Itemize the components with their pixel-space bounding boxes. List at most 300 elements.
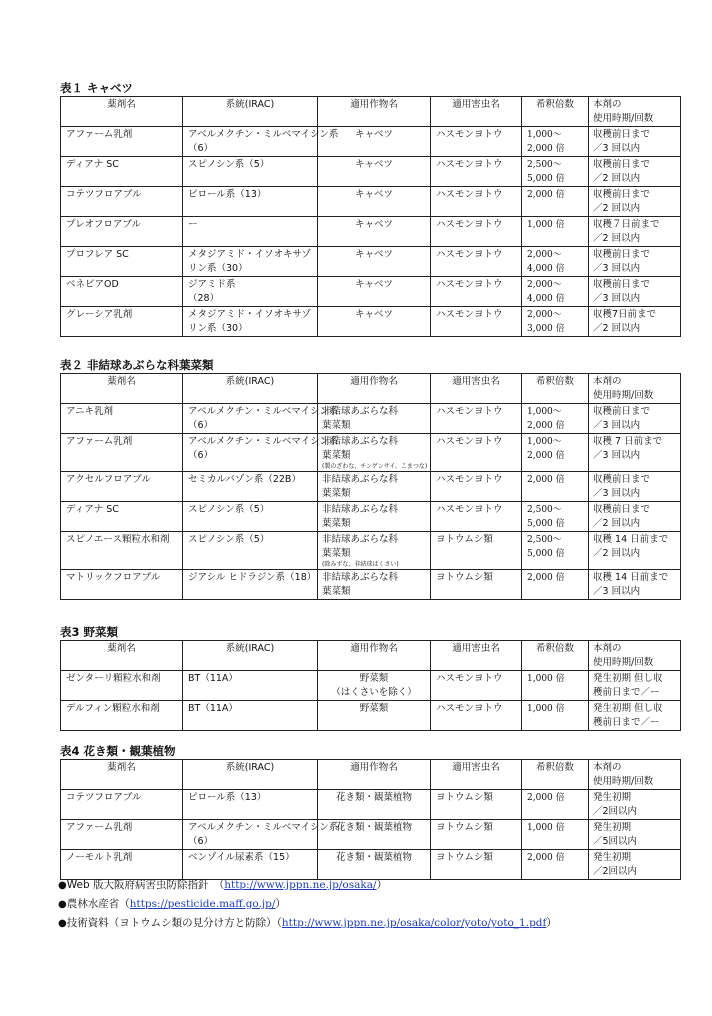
header-pest: 適用害虫名 [431,374,522,404]
irac-system-line: セミカルバゾン系（22B） [188,474,301,485]
irac-system-line: スピノシン系（5） [188,504,270,515]
table-row [61,472,681,502]
pesticide-name: プレオフロアブル [61,217,183,247]
header-dilution: 希釈倍数 [522,760,589,790]
dilution-line: 5,000 倍 [527,174,565,184]
target-crop-line: 花き類・観葉植物 [335,822,412,833]
footer-label: Web 版大阪府病害虫防除指針 （ [66,879,225,891]
target-crop [318,157,431,187]
table-row [61,820,681,850]
usage-timing-line: 収穫前日まで [593,504,651,515]
target-crop [318,850,431,880]
dilution-ratio [522,671,589,701]
dilution-ratio [522,502,589,532]
header-system: 系統(IRAC) [183,97,318,127]
table-section-vegetables [60,624,680,731]
header-system: 系統(IRAC) [183,641,318,671]
usage-timing-line: 収穫７日前まで [593,219,660,230]
usage-timing-line: ／2 回以内 [593,203,641,214]
usage-timing [589,404,681,434]
usage-timing-line: ／3 回以内 [593,143,641,154]
bullet: ● [58,880,67,891]
target-pest: ハスモンヨトウ [431,127,522,157]
irac-system-line: ジアシル ヒドラジン系（18） [188,572,317,583]
target-crop-line: キャベツ [354,309,393,320]
pesticide-table [60,96,681,337]
usage-timing-line: ／3 回以内 [593,293,641,304]
irac-system-line: メタジアミド・イソオキサゾ [188,249,311,260]
target-crop-line: キャベツ [354,159,393,170]
target-crop-line: 葉菜類 [322,518,351,529]
usage-timing-line: ／2 回以内 [593,233,641,244]
pesticide-name: アファーム乳剤 [61,434,183,472]
usage-timing-line: ／3 回以内 [593,450,641,461]
irac-system-line: リン系（30） [188,263,248,274]
usage-timing-line: 発生初期 但し収 [593,703,663,714]
usage-timing-line: 収穫 14 日前まで [593,534,669,545]
header-usage [589,97,681,127]
irac-system-line: メタジアミド・イソオキサゾ [188,309,311,320]
footer-item-tech-doc [58,914,557,933]
dilution-line: 2,000 倍 [527,573,565,583]
table-section-flowers [60,743,680,880]
irac-system [183,127,339,157]
usage-timing-line: 発生初期 [593,792,632,803]
dilution-line: 1,000 倍 [527,674,565,684]
irac-system-line: （6） [188,420,214,431]
pesticide-name: ベネビアOD [61,277,183,307]
header-crop: 適用作物名 [318,760,431,790]
target-pest: ハスモンヨトウ [431,671,522,701]
irac-system [183,570,318,600]
usage-timing-line: ／3 回以内 [593,488,641,499]
header-row [61,97,681,127]
bullet: ● [58,899,67,910]
irac-system [183,157,318,187]
header-name: 薬剤名 [61,374,183,404]
usage-timing [589,850,681,880]
usage-timing-line: ／2 回以内 [593,548,641,559]
target-crop-line: 非結球あぶらな科 [322,572,399,583]
target-crop [318,217,431,247]
header-dilution: 希釈倍数 [522,97,589,127]
usage-timing [589,277,681,307]
usage-timing-line: ／2回以内 [593,806,638,817]
header-system: 系統(IRAC) [183,374,318,404]
dilution-line: 2,500～ [527,160,562,170]
dilution-line: 2,500～ [527,505,562,515]
irac-system [183,502,318,532]
table-row [61,850,681,880]
footer-suffix: ） [546,917,557,929]
usage-timing-line: ／3 回以内 [593,263,641,274]
usage-timing-line: 収穫前日まで [593,406,651,417]
table-row [61,790,681,820]
irac-system-line: （6） [188,143,214,154]
target-crop-line: 野菜類 [359,673,389,684]
header-crop: 適用作物名 [318,641,431,671]
pesticide-name: ディアナ SC [61,157,183,187]
irac-system-line: ピロール系（13） [188,792,267,803]
target-crop-line: 葉菜類 [322,548,351,559]
header-name: 薬剤名 [61,760,183,790]
footer-item-osaka [58,876,557,895]
target-crop-line: 非結球あぶらな科 [322,406,399,417]
irac-system [183,247,318,277]
irac-system [183,472,318,502]
usage-timing [589,472,681,502]
irac-system [183,850,318,880]
pesticide-name: コテツフロアブル [61,187,183,217]
target-crop [318,187,431,217]
table-section-cabbage [60,80,680,337]
header-name: 薬剤名 [61,97,183,127]
usage-timing-line: 収穫 7 日前まで [593,436,663,447]
target-crop-note: (除みずな、非結球はくさい) [322,561,399,568]
target-pest: ハスモンヨトウ [431,502,522,532]
target-crop [318,472,431,502]
target-pest: ハスモンヨトウ [431,157,522,187]
dilution-line: 4,000 倍 [527,264,565,274]
header-usage-line2: 使用時期/回数 [593,390,654,401]
usage-timing [589,502,681,532]
target-crop-line: 花き類・観葉植物 [335,852,412,863]
dilution-line: 2,000 倍 [527,190,565,200]
footer-links [58,876,557,933]
target-pest: ハスモンヨトウ [431,277,522,307]
dilution-line: 5,000 倍 [527,519,565,529]
dilution-line: 2,000 倍 [527,144,565,154]
target-crop-line: 非結球あぶらな科 [322,436,399,447]
target-crop-line: 非結球あぶらな科 [322,534,399,545]
usage-timing-line: 収穫前日まで [593,474,651,485]
pesticide-name: アニキ乳剤 [61,404,183,434]
pesticide-name: ディアナ SC [61,502,183,532]
target-pest: ヨトウムシ類 [431,532,522,570]
irac-system-line: （28） [188,293,220,304]
irac-system [183,277,318,307]
irac-system [183,701,318,731]
target-crop [318,790,431,820]
footer-item-maff [58,895,557,914]
irac-system-line: BT（11A） [188,673,238,684]
usage-timing-line: 発生初期 [593,852,632,863]
target-pest: ヨトウムシ類 [431,790,522,820]
irac-system [183,217,318,247]
table-row [61,570,681,600]
target-crop-line: 葉菜類 [322,488,351,499]
irac-system [183,790,318,820]
irac-system [183,307,318,337]
target-pest: ハスモンヨトウ [431,307,522,337]
footer-label: 技術資料（ヨトウムシ類の見分け方と防除）（ [66,917,282,929]
usage-timing [589,570,681,600]
usage-timing [589,157,681,187]
footer-suffix: ） [275,898,286,910]
usage-timing-line: 発生初期 但し収 [593,673,663,684]
target-pest: ハスモンヨトウ [431,434,522,472]
target-pest: ヨトウムシ類 [431,820,522,850]
target-pest: ハスモンヨトウ [431,217,522,247]
header-dilution: 希釈倍数 [522,374,589,404]
target-pest: ハスモンヨトウ [431,701,522,731]
dilution-ratio [522,127,589,157]
irac-system-line: ベンゾイル尿素系（15） [188,852,295,863]
table-row [61,127,681,157]
usage-timing-line: ／5回以内 [593,836,638,847]
usage-timing-line: 収穫前日まで [593,279,651,290]
header-pest: 適用害虫名 [431,641,522,671]
dilution-ratio [522,434,589,472]
table-row [61,532,681,570]
header-dilution: 希釈倍数 [522,641,589,671]
table-caption: 表１ キャベツ [60,81,134,95]
irac-system-line: スピノシン系（5） [188,159,270,170]
header-pest: 適用害虫名 [431,97,522,127]
usage-timing-line: 穫前日まで／ー [593,717,660,728]
header-usage-line1: 本剤の [593,643,622,654]
usage-timing [589,532,681,570]
dilution-line: 3,000 倍 [527,324,565,334]
table-caption: 表4 花き類・観葉植物 [60,744,176,758]
table-row [61,671,681,701]
target-crop-line: 葉菜類 [322,586,351,597]
target-pest: ヨトウムシ類 [431,570,522,600]
usage-timing-line: ／2回以内 [593,866,638,877]
dilution-line: 2,500～ [527,535,562,545]
dilution-line: 2,000～ [527,250,562,260]
pesticide-name: マトリックフロアブル [61,570,183,600]
maff-link[interactable]: https://pesticide.maff.go.jp/ [129,898,276,910]
table-row [61,157,681,187]
pesticide-name: デルフィン顆粒水和剤 [61,701,183,731]
irac-system-line: ピロール系（13） [188,189,267,200]
header-name: 薬剤名 [61,641,183,671]
pesticide-table [60,373,681,600]
table-row [61,434,681,472]
header-usage-line1: 本剤の [593,762,622,773]
dilution-line: 2,000 倍 [527,475,565,485]
target-crop [318,671,431,701]
header-row [61,641,681,671]
table-caption: 表２ 非結球あぶらな科葉菜類 [60,358,214,372]
dilution-ratio [522,247,589,277]
pesticide-table [60,640,681,731]
usage-timing-line: ／3 回以内 [593,420,641,431]
dilution-ratio [522,472,589,502]
dilution-line: 1,000 倍 [527,704,565,714]
pesticide-name: ゼンターリ顆粒水和剤 [61,671,183,701]
usage-timing [589,671,681,701]
dilution-ratio [522,820,589,850]
dilution-ratio [522,404,589,434]
header-usage-line2: 使用時期/回数 [593,657,654,668]
dilution-line: 2,000～ [527,280,562,290]
table-section-brassica-leafy [60,357,680,600]
dilution-line: 2,000 倍 [527,421,565,431]
pesticide-name: アファーム乳剤 [61,820,183,850]
dilution-line: 1,000～ [527,437,562,447]
pesticide-name: アファーム乳剤 [61,127,183,157]
irac-system-line: アベルメクチン・ミルベマイシン系 [188,129,339,140]
tech-doc-link[interactable]: http://www.jppn.ne.jp/osaka/color/yoto/yoto_1.pdf [281,917,547,929]
dilution-line: 1,000～ [527,407,562,417]
table-row [61,217,681,247]
irac-system-line: スピノシン系（5） [188,534,270,545]
table-row [61,404,681,434]
target-crop [318,532,431,570]
usage-timing [589,820,681,850]
header-row [61,760,681,790]
pesticide-name: アクセルフロアブル [61,472,183,502]
target-crop-line: キャベツ [354,189,393,200]
header-usage [589,374,681,404]
target-crop [318,247,431,277]
irac-system-line: リン系（30） [188,323,248,334]
dilution-line: 1,000 倍 [527,220,565,230]
target-crop-line: （はくさいを除く） [331,687,417,698]
header-crop: 適用作物名 [318,374,431,404]
irac-system-line: アベルメクチン・ミルベマイシン系 [188,822,339,833]
usage-timing-line: 収穫前日まで [593,249,651,260]
usage-timing-line: 収穫前日まで [593,129,651,140]
dilution-ratio [522,217,589,247]
usage-timing [589,701,681,731]
header-row [61,374,681,404]
dilution-line: 2,000 倍 [527,793,565,803]
dilution-ratio [522,277,589,307]
dilution-ratio [522,850,589,880]
dilution-ratio [522,701,589,731]
table-row [61,247,681,277]
dilution-ratio [522,187,589,217]
pesticide-table [60,759,681,880]
header-pest: 適用害虫名 [431,760,522,790]
usage-timing-line: 収穫前日まで [593,159,651,170]
irac-system [183,532,318,570]
target-crop-line: キャベツ [354,219,393,230]
usage-timing [589,247,681,277]
irac-system-line: ー [188,219,198,230]
irac-system [183,671,318,701]
irac-system [183,820,339,850]
usage-timing-line: 穫前日まで／ー [593,687,660,698]
bullet: ● [58,918,67,929]
table-row [61,701,681,731]
target-crop-note: (製のざわな、チンゲンサイ、こまつな) [322,463,428,470]
dilution-line: 1,000～ [527,130,562,140]
usage-timing-line: ／2 回以内 [593,173,641,184]
target-crop [318,434,431,472]
header-crop: 適用作物名 [318,97,431,127]
osaka-link[interactable]: http://www.jppn.ne.jp/osaka/ [224,879,377,891]
target-crop-line: 葉菜類 [322,450,351,461]
pesticide-name: スピノエース顆粒水和剤 [61,532,183,570]
header-usage-line2: 使用時期/回数 [593,113,654,124]
pesticide-name: グレーシア乳剤 [61,307,183,337]
target-crop [318,307,431,337]
dilution-ratio [522,532,589,570]
target-pest: ハスモンヨトウ [431,247,522,277]
usage-timing [589,187,681,217]
target-crop-line: 非結球あぶらな科 [322,504,399,515]
usage-timing [589,127,681,157]
usage-timing-line: ／2 回以内 [593,518,641,529]
irac-system [183,187,318,217]
irac-system-line: アベルメクチン・ミルベマイシン系 [188,406,339,417]
target-crop [318,701,431,731]
table-row [61,307,681,337]
footer-suffix: ） [376,879,388,891]
table-row [61,277,681,307]
target-crop [318,502,431,532]
table-row [61,502,681,532]
dilution-line: 5,000 倍 [527,549,565,559]
header-usage [589,641,681,671]
usage-timing [589,790,681,820]
pesticide-name: プロフレア SC [61,247,183,277]
dilution-line: 2,000～ [527,310,562,320]
target-pest: ヨトウムシ類 [431,850,522,880]
usage-timing-line: 収穫7日前まで [593,309,657,320]
target-crop-line: 非結球あぶらな科 [322,474,399,485]
usage-timing [589,434,681,472]
usage-timing-line: 収穫前日まで [593,189,651,200]
target-crop-line: 野菜類 [359,703,389,714]
usage-timing-line: ／3 回以内 [593,586,641,597]
header-usage-line1: 本剤の [593,99,622,110]
irac-system-line: アベルメクチン・ミルベマイシン系 [188,436,339,447]
irac-system-line: ジアミド系 [188,279,236,290]
usage-timing-line: 発生初期 [593,822,632,833]
target-crop [318,404,431,434]
footer-label: 農林水産省（ [66,898,130,910]
dilution-line: 2,000 倍 [527,853,565,863]
target-crop-line: キャベツ [354,279,393,290]
target-crop-line: キャベツ [354,129,393,140]
target-crop-line: 花き類・観葉植物 [335,792,412,803]
dilution-line: 4,000 倍 [527,294,565,304]
table-row [61,187,681,217]
dilution-ratio [522,157,589,187]
target-pest: ハスモンヨトウ [431,187,522,217]
target-pest: ハスモンヨトウ [431,472,522,502]
dilution-ratio [522,570,589,600]
usage-timing [589,217,681,247]
dilution-line: 2,000 倍 [527,451,565,461]
irac-system-line: BT（11A） [188,703,238,714]
irac-system-line: （6） [188,836,214,847]
dilution-line: 1,000 倍 [527,823,565,833]
header-usage [589,760,681,790]
usage-timing-line: ／2 回以内 [593,323,641,334]
table-caption: 表3 野菜類 [60,625,119,639]
target-crop-line: 葉菜類 [322,420,351,431]
target-crop [318,570,431,600]
header-usage-line1: 本剤の [593,376,622,387]
target-pest: ハスモンヨトウ [431,404,522,434]
usage-timing-line: 収穫 14 日前まで [593,572,669,583]
target-crop [318,277,431,307]
dilution-ratio [522,790,589,820]
usage-timing [589,307,681,337]
pesticide-name: ノーモルト乳剤 [61,850,183,880]
header-system: 系統(IRAC) [183,760,318,790]
dilution-ratio [522,307,589,337]
target-crop-line: キャベツ [354,249,393,260]
header-usage-line2: 使用時期/回数 [593,776,654,787]
irac-system-line: （6） [188,450,214,461]
